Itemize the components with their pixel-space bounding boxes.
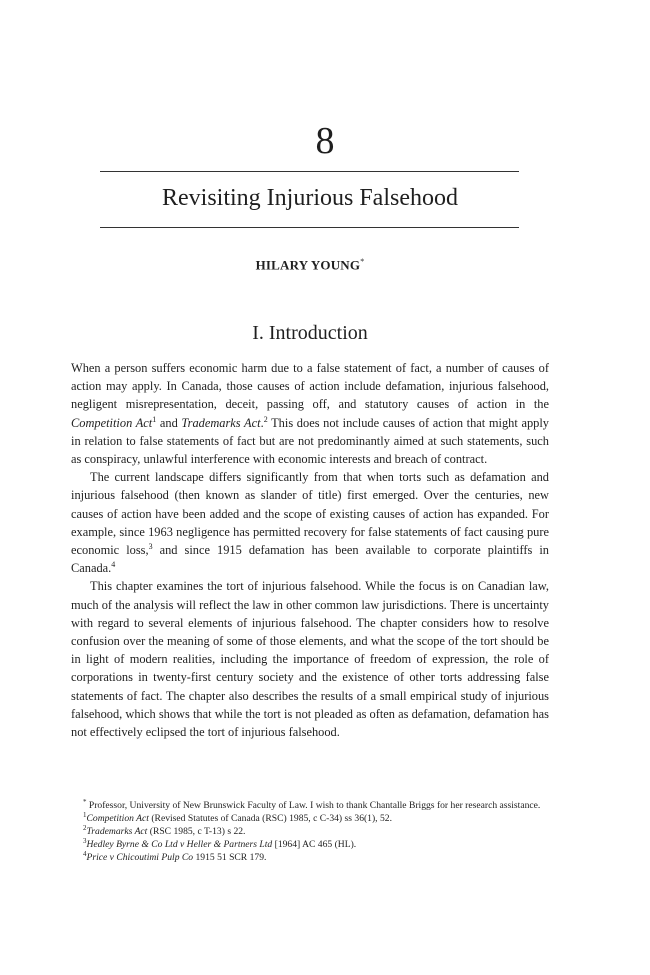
- footnote-2: [71, 825, 549, 838]
- footnote-ref-3[interactable]: 3: [148, 541, 153, 551]
- footnote-2-title: Trademarks Act: [86, 826, 148, 837]
- paragraph-2-text-b: and since 1915 defamation has been available to corporate plaintiffs in Canada.: [71, 543, 549, 576]
- paragraph-1-text-b: and: [156, 415, 182, 430]
- footnote-1: [71, 812, 549, 825]
- author-footnote-mark[interactable]: *: [360, 257, 365, 266]
- footnote-star: [71, 799, 549, 812]
- body-text: [71, 359, 549, 741]
- footnote-ref-2[interactable]: 2: [263, 414, 268, 424]
- paragraph-1-text-c: .: [260, 415, 264, 430]
- footnote-1-mark: 1: [83, 810, 87, 819]
- footnote-star-text: Professor, University of New Brunswick Faculty of Law. I wish to thank Chantalle Briggs for her research assistance.: [86, 800, 541, 811]
- competition-act-ref: Competition Act: [71, 415, 153, 430]
- paragraph-1: [71, 359, 549, 468]
- footnote-ref-4[interactable]: 4: [111, 560, 116, 570]
- footnote-2-mark: 2: [83, 823, 87, 832]
- title-rule-top: [100, 171, 519, 172]
- paragraph-2-text-a: The current landscape differs significantly from that when torts such as defamation and injurious falsehood (then known as slander of title) first emerged. Over the centuries, new causes of action have been added and the scope of existing causes of action has expanded. For example, since 1963 negligence has permitted recovery for false statements of fact causing pure economic loss,: [71, 470, 549, 558]
- trademarks-act-ref: Trademarks Act: [181, 415, 261, 430]
- paragraph-1-text-a: When a person suffers economic harm due to a false statement of fact, a number of causes of action may apply. In Canada, those causes of action include defamation, injurious falsehood, negligent misrepresentation, deceit, passing off, and statutory causes of action in the: [71, 361, 549, 412]
- footnote-3-text: [1964] AC 465 (HL).: [272, 839, 357, 850]
- chapter-title: Revisiting Injurious Falsehood: [162, 185, 458, 211]
- footnote-3-title: Hedley Byrne & Co Ltd v Heller & Partners Ltd: [86, 839, 273, 850]
- title-rule-bottom: [100, 227, 519, 228]
- footnote-4-mark: 4: [83, 849, 87, 858]
- footnotes: [71, 799, 549, 864]
- paragraph-3: This chapter examines the tort of injurious falsehood. While the focus is on Canadian law, much of the analysis will reflect the law in other common law jurisdictions. There is uncertainty with regard to several elements of injurious falsehood. The chapter considers how to resolve confusion over the meaning of some of those elements, and what the scope of the tort should be in light of modern realities, including the importance of freedom of expression, the role of corporations in twenty-first century society and the existence of other torts addressing false statements of fact. The chapter also describes the results of a small empirical study of injurious falsehood, which shows that while the tort is not pleaded as often as defamation, defamation has not effectively eclipsed the tort of injurious falsehood.: [71, 579, 549, 740]
- chapter-number: 8: [315, 120, 335, 162]
- footnote-ref-1[interactable]: 1: [152, 414, 157, 424]
- footnote-1-text: (Revised Statutes of Canada (RSC) 1985, c C-34) ss 36(1), 52.: [148, 813, 392, 824]
- footnote-3-mark: 3: [83, 836, 87, 845]
- footnote-4-title: Price v Chicoutimi Pulp Co: [86, 852, 194, 863]
- section-heading: I. Introduction: [252, 322, 368, 344]
- author-name: HILARY YOUNG: [255, 257, 361, 273]
- paragraph-1-text-d: This does not include causes of action that might apply in relation to false statements of fact but are not predominantly aimed at such statements, such as conspiracy, unlawful interference with economic interests and breach of contract.: [71, 415, 549, 467]
- paragraph-2: [71, 468, 549, 577]
- footnote-star-mark: *: [83, 797, 87, 806]
- footnote-4-text: 1915 51 SCR 179.: [193, 852, 267, 863]
- author-line: [0, 257, 620, 273]
- footnote-4: [71, 851, 549, 864]
- footnote-1-title: Competition Act: [86, 813, 149, 824]
- footnote-2-text: (RSC 1985, c T-13) s 22.: [147, 826, 246, 837]
- footnote-3: [71, 838, 549, 851]
